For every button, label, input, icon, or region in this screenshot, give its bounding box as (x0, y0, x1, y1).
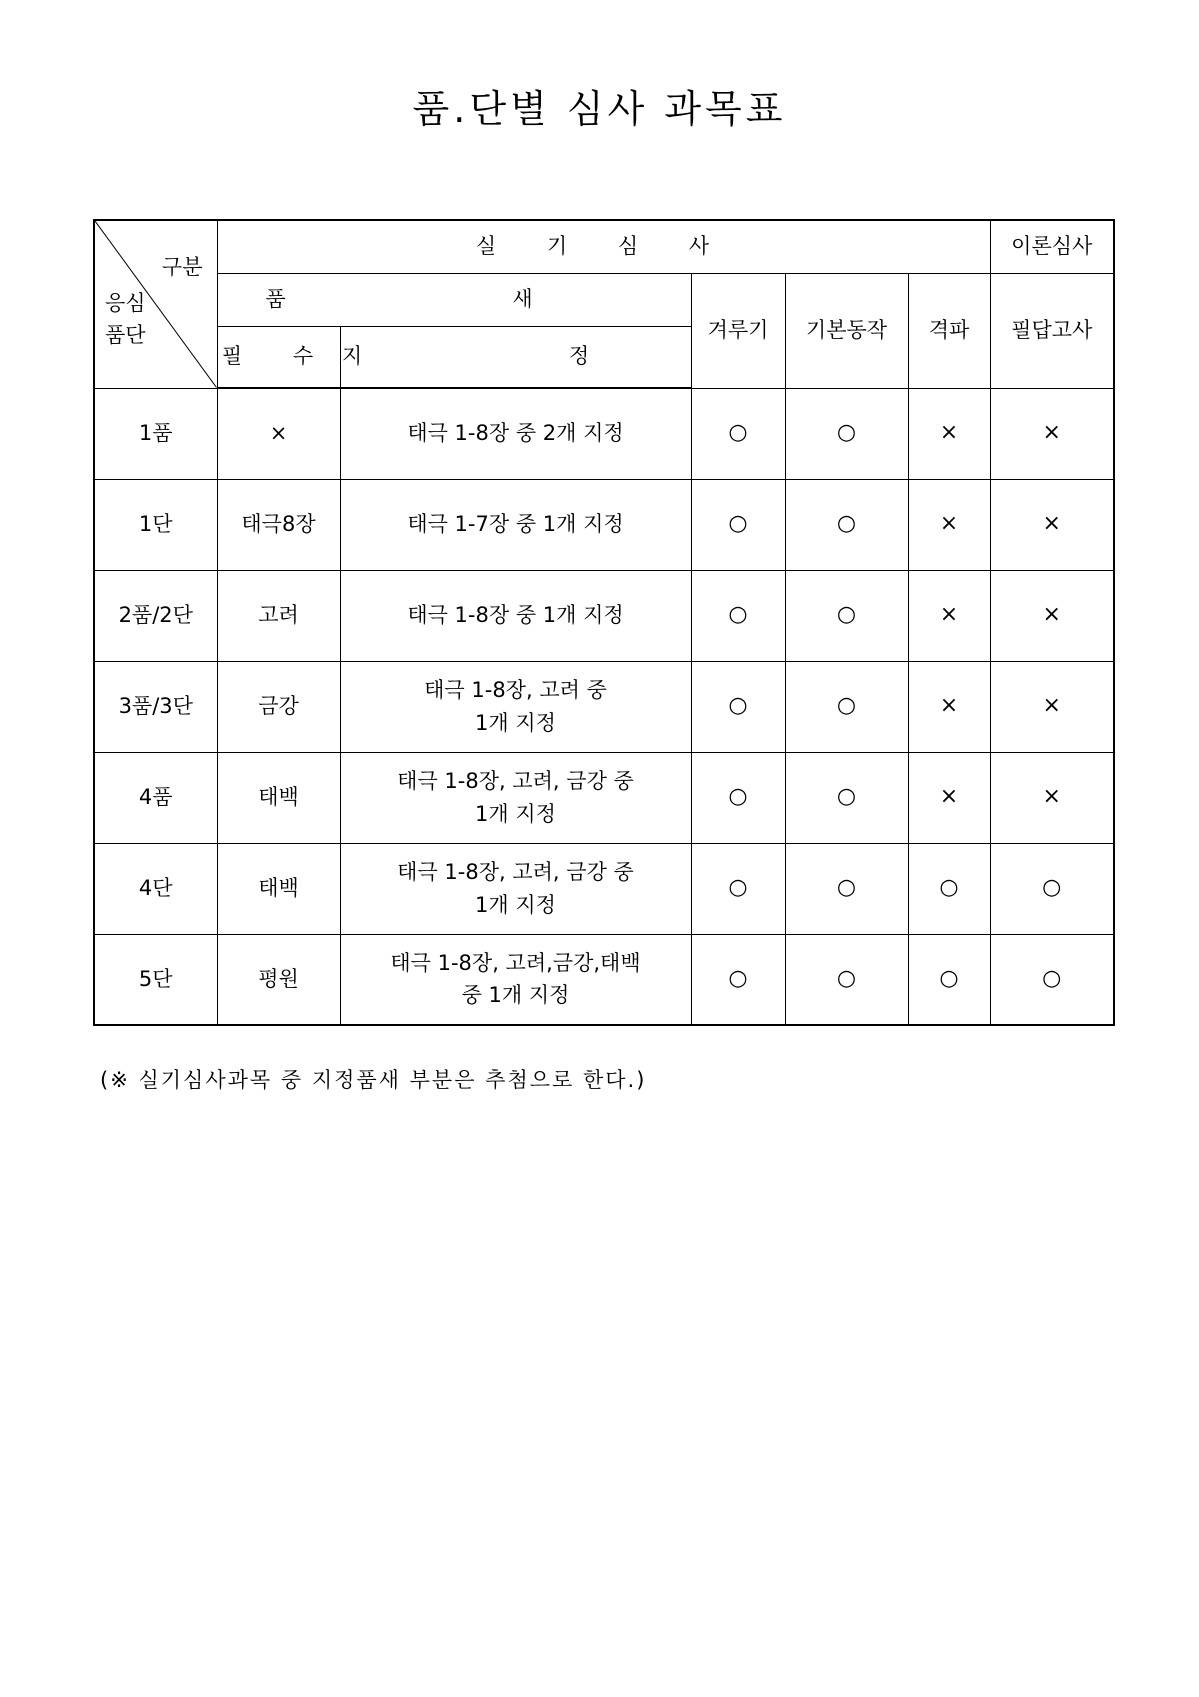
header-theory: 이론심사 (990, 220, 1114, 273)
header-applicant-line2: 품단 (105, 322, 146, 347)
rank-cell: 4품 (94, 752, 217, 843)
required-cell: 금강 (217, 661, 340, 752)
basic-mark: ○ (785, 661, 908, 752)
designated-cell: 태극 1-8장, 고려, 금강 중 1개 지정 (340, 843, 691, 934)
written-mark: ○ (990, 843, 1114, 934)
header-applicant-rank (105, 288, 146, 351)
header-poomsae: 품 새 (217, 273, 691, 326)
written-mark: × (990, 661, 1114, 752)
table-row (94, 388, 1114, 479)
rank-cell: 3품/3단 (94, 661, 217, 752)
breaking-mark: × (908, 479, 990, 570)
table-row (94, 752, 1114, 843)
required-cell: 고려 (217, 570, 340, 661)
basic-mark: ○ (785, 843, 908, 934)
table-row (94, 934, 1114, 1025)
required-cell: 태백 (217, 752, 340, 843)
required-cell: 태백 (217, 843, 340, 934)
footnote: (※ 실기심사과목 중 지정품새 부분은 추첨으로 한다.) (100, 1068, 647, 1092)
rank-cell: 1단 (94, 479, 217, 570)
header-category: 구분 (161, 255, 203, 279)
rank-cell: 1품 (94, 388, 217, 479)
sparring-mark: ○ (691, 843, 785, 934)
written-mark: × (990, 388, 1114, 479)
basic-mark: ○ (785, 934, 908, 1025)
breaking-mark: ○ (908, 934, 990, 1025)
designated-cell: 태극 1-8장 중 1개 지정 (340, 570, 691, 661)
required-cell: × (217, 388, 340, 479)
header-practical: 실 기 심 사 (217, 220, 990, 273)
table-row (94, 843, 1114, 934)
sparring-mark: ○ (691, 479, 785, 570)
sparring-mark: ○ (691, 752, 785, 843)
sparring-mark: ○ (691, 661, 785, 752)
written-mark: × (990, 752, 1114, 843)
sparring-mark: ○ (691, 570, 785, 661)
basic-mark: ○ (785, 388, 908, 479)
rank-cell: 4단 (94, 843, 217, 934)
designated-cell: 태극 1-8장, 고려,금강,태백 중 1개 지정 (340, 934, 691, 1025)
breaking-mark: × (908, 661, 990, 752)
header-breaking: 격파 (908, 273, 990, 388)
written-mark: ○ (990, 934, 1114, 1025)
breaking-mark: × (908, 388, 990, 479)
exam-subject-table (93, 219, 1115, 1026)
sparring-mark: ○ (691, 388, 785, 479)
header-basic-moves: 기본동작 (785, 273, 908, 388)
required-cell: 태극8장 (217, 479, 340, 570)
designated-cell: 태극 1-7장 중 1개 지정 (340, 479, 691, 570)
header-written: 필답고사 (990, 273, 1114, 388)
table-row (94, 661, 1114, 752)
header-designated: 지 정 (340, 326, 691, 388)
designated-cell: 태극 1-8장, 고려 중 1개 지정 (340, 661, 691, 752)
page-title: 품.단별 심사 과목표 (412, 87, 787, 131)
breaking-mark: × (908, 570, 990, 661)
rank-cell: 2품/2단 (94, 570, 217, 661)
breaking-mark: × (908, 752, 990, 843)
table-row (94, 570, 1114, 661)
header-sparring: 겨루기 (691, 273, 785, 388)
written-mark: × (990, 570, 1114, 661)
basic-mark: ○ (785, 479, 908, 570)
rank-cell: 5단 (94, 934, 217, 1025)
header-required: 필 수 (217, 326, 340, 388)
breaking-mark: ○ (908, 843, 990, 934)
diagonal-header-cell (94, 220, 217, 388)
basic-mark: ○ (785, 752, 908, 843)
written-mark: × (990, 479, 1114, 570)
designated-cell: 태극 1-8장, 고려, 금강 중 1개 지정 (340, 752, 691, 843)
table-row (94, 479, 1114, 570)
sparring-mark: ○ (691, 934, 785, 1025)
basic-mark: ○ (785, 570, 908, 661)
designated-cell: 태극 1-8장 중 2개 지정 (340, 388, 691, 479)
header-applicant-line1: 응심 (105, 291, 146, 315)
required-cell: 평원 (217, 934, 340, 1025)
